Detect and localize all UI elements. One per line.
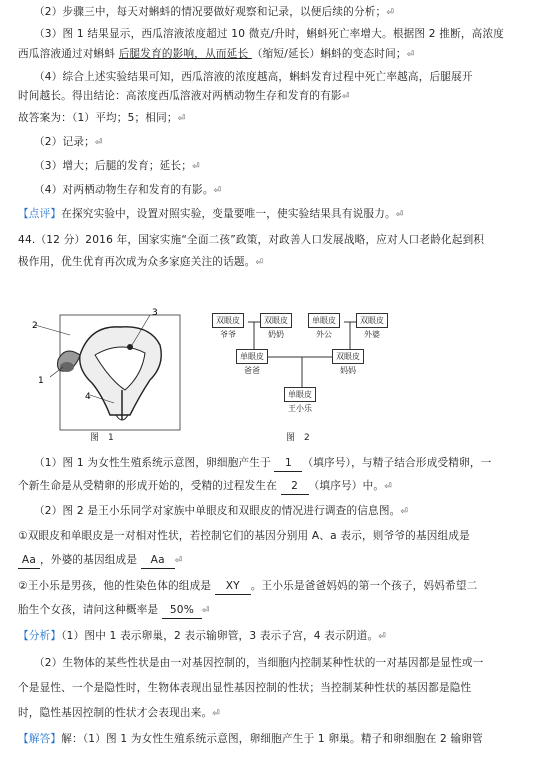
child-trait: 单眼皮 [284,387,316,402]
text-line: （3）图 1 结果显示，西瓜溶液浓度超过 10 微克/升时，蝌蚪死亡率增大。根据图 2 推断，高浓度 [34,28,505,40]
mom-trait: 双眼皮 [332,349,364,364]
fig1-num-2: 2 [32,321,38,331]
analysis-line: 时，隐性基因控制的性状才会表现出来。⏎ [18,707,221,719]
text-line: （2）图 2 是王小乐同学对家族中单眼皮和双眼皮的情况进行调查的信息图。⏎ [34,505,409,517]
fig1-num-1: 1 [38,376,44,386]
grandma-label: 奶奶 [268,330,284,339]
answer-line: 故答案为：（1）平均；5；相同；⏎ [18,112,186,124]
answer-line: （3）增大；后腿的发育；延长；⏎ [34,160,200,172]
comment-line: 【点评】在探究实验中，设置对照实验，变量要唯一，使实验结果具有说服力。⏎ [18,208,404,220]
wgrandpa-label: 外公 [316,330,332,339]
mom-label: 妈妈 [340,366,356,375]
text-line: Aa ，外婆的基因组成是 Aa ⏎ [18,552,182,569]
analysis-tag: 【分析】 [18,630,62,642]
wgrandma-trait: 双眼皮 [356,313,388,328]
text-line: 个新生命是从受精卵的形成开始的，受精的过程发生在 2 （填序号）中。⏎ [18,478,392,495]
text-line: ②王小乐是男孩，他的性染色体的组成是 XY 。王小乐是爸爸妈妈的第一个孩子，妈妈希望二 [18,578,477,595]
figure-area [30,305,500,445]
comment-tag: 【点评】 [18,208,62,220]
fig1-label: 图 1 [90,433,114,443]
question-44: 44.（12 分）2016 年，国家实施“全面二孩”政策，对政善人口发展战略，应对人口老龄化起到积 [18,234,485,246]
text-line: 西瓜溶液通过对蝌蚪 后腿发育的影响，从而延长 （缩短/延长）蝌蚪的变态时间；⏎ [18,48,415,60]
text-line: 时间越长。得出结论：高浓度西瓜溶液对两栖动物生存和发育的有影⏎ [18,90,350,102]
dad-label: 爸爸 [244,366,260,375]
text-line: （1）图 1 为女性生殖系统示意图，卵细胞产生于 1 （填序号），与精子结合形成受精卵，一 [34,455,491,472]
child-label: 王小乐 [288,404,312,413]
analysis-line: 【分析】（1）图中 1 表示卵巢，2 表示输卵管，3 表示子宫，4 表示阴道。⏎ [18,630,387,642]
text-line: （4）综合上述实验结果可知，西瓜溶液的浓度越高，蝌蚪发育过程中死亡率越高，后腿展开 [34,71,473,83]
wgrandpa-trait: 单眼皮 [308,313,340,328]
grandpa-trait: 双眼皮 [212,313,244,328]
answer-line: （2）记录；⏎ [34,136,103,148]
answer-line: （4）对两栖动物生存和发育的有影。⏎ [34,184,222,196]
reproductive-system-diagram [30,305,190,435]
text-line: （2）步骤三中，每天对蝌蚪的情况要做好观察和记录，以便后续的分析；⏎ [34,6,395,18]
solution-tag: 【解答】 [18,733,62,745]
text-line: 胎生个女孩，请问这种概率是 50% ⏎ [18,602,210,619]
wgrandma-label: 外婆 [364,330,380,339]
fig1-num-3: 3 [152,308,158,318]
analysis-line: （2）生物体的某些性状是由一对基因控制的，当细胞内控制某种性状的一对基因都是显性或一 [34,657,484,669]
text-line: 极作用，优生优育再次成为众多家庭关注的话题。⏎ [18,256,264,268]
grandma-trait: 双眼皮 [260,313,292,328]
grandpa-label: 爷爷 [220,330,236,339]
solution-line: 【解答】解：（1）图 1 为女性生殖系统示意图，卵细胞产生于 1 卵巢。精子和卵细胞在 2 输卵管 [18,733,483,745]
fig1-num-4: 4 [85,392,91,402]
analysis-line: 个是显性、一个是隐性时，生物体表现出显性基因控制的性状；当控制某种性状的基因都是隐性 [18,682,472,694]
text-line: ①双眼皮和单眼皮是一对相对性状，若控制它们的基因分别用 A、a 表示，则爷爷的基因组成是 [18,530,470,542]
fig2-label: 图 2 [286,433,310,443]
dad-trait: 单眼皮 [236,349,268,364]
